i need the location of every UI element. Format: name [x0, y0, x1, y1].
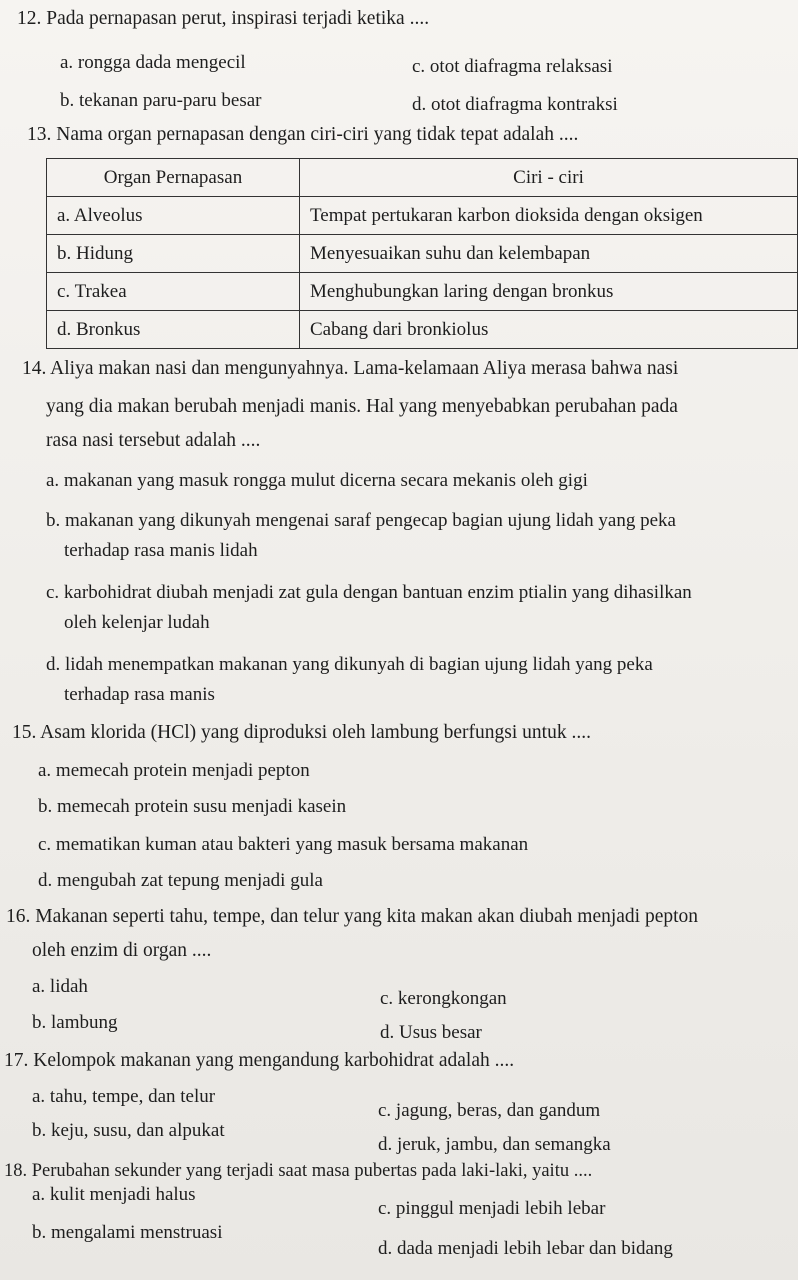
- q16-option-c: c. kerongkongan: [380, 988, 507, 1009]
- q18-option-d: d. dada menjadi lebih lebar dan bidang: [378, 1238, 673, 1259]
- table-cell-ciri: Menyesuaikan suhu dan kelembapan: [300, 235, 798, 273]
- q15-option-c: c. mematikan kuman atau bakteri yang masuk bersama makanan: [38, 834, 529, 855]
- question-17: 17. Kelompok makanan yang mengandung karbohidrat adalah ....: [4, 1050, 515, 1071]
- table-cell-organ: c. Trakea: [47, 273, 300, 311]
- q12-option-b: b. tekanan paru-paru besar: [60, 90, 262, 111]
- q14-option-a: a. makanan yang masuk rongga mulut dicerna secara mekanis oleh gigi: [46, 470, 588, 491]
- question-13: 13. Nama organ pernapasan dengan ciri-ciri yang tidak tepat adalah ....: [27, 124, 579, 145]
- table-row: [47, 235, 798, 273]
- question-16-line-2: oleh enzim di organ ....: [32, 940, 212, 961]
- table-row: [47, 273, 798, 311]
- table-row: [47, 311, 798, 349]
- q17-option-d: d. jeruk, jambu, dan semangka: [378, 1134, 611, 1155]
- question-14-line-3: rasa nasi tersebut adalah ....: [46, 430, 261, 451]
- q18-option-a: a. kulit menjadi halus: [32, 1184, 196, 1205]
- q14-option-d-line-2: terhadap rasa manis: [64, 684, 215, 705]
- q12-option-c: c. otot diafragma relaksasi: [412, 56, 613, 77]
- q18-option-c: c. pinggul menjadi lebih lebar: [378, 1198, 606, 1219]
- q14-option-c-line-1: c. karbohidrat diubah menjadi zat gula dengan bantuan enzim ptialin yang dihasilkan: [46, 582, 692, 603]
- q17-option-b: b. keju, susu, dan alpukat: [32, 1120, 225, 1141]
- table-header-ciri: Ciri - ciri: [300, 159, 798, 197]
- question-12: 12. Pada pernapasan perut, inspirasi terjadi ketika ....: [17, 8, 430, 29]
- q14-option-c-line-2: oleh kelenjar ludah: [64, 612, 210, 633]
- q17-option-c: c. jagung, beras, dan gandum: [378, 1100, 601, 1121]
- table-cell-organ: a. Alveolus: [47, 197, 300, 235]
- organ-table: [46, 158, 798, 349]
- question-15: 15. Asam klorida (HCl) yang diproduksi oleh lambung berfungsi untuk ....: [12, 722, 591, 743]
- question-14-line-1: 14. Aliya makan nasi dan mengunyahnya. Lama-kelamaan Aliya merasa bahwa nasi: [22, 358, 679, 379]
- q12-option-a: a. rongga dada mengecil: [60, 52, 246, 73]
- table-cell-ciri: Tempat pertukaran karbon dioksida dengan oksigen: [300, 197, 798, 235]
- table-header-organ: Organ Pernapasan: [47, 159, 300, 197]
- table-cell-ciri: Cabang dari bronkiolus: [300, 311, 798, 349]
- q14-option-d-line-1: d. lidah menempatkan makanan yang dikunyah di bagian ujung lidah yang peka: [46, 654, 653, 675]
- q16-option-a: a. lidah: [32, 976, 88, 997]
- table-row: [47, 197, 798, 235]
- table-cell-organ: b. Hidung: [47, 235, 300, 273]
- table-cell-organ: d. Bronkus: [47, 311, 300, 349]
- q14-option-b-line-1: b. makanan yang dikunyah mengenai saraf pengecap bagian ujung lidah yang peka: [46, 510, 676, 531]
- table-header-row: [47, 159, 798, 197]
- question-16-line-1: 16. Makanan seperti tahu, tempe, dan telur yang kita makan akan diubah menjadi pepton: [6, 906, 699, 927]
- q16-option-d: d. Usus besar: [380, 1022, 482, 1043]
- table-cell-ciri: Menghubungkan laring dengan bronkus: [300, 273, 798, 311]
- question-18: 18. Perubahan sekunder yang terjadi saat masa pubertas pada laki-laki, yaitu ....: [4, 1161, 593, 1181]
- q18-option-b: b. mengalami menstruasi: [32, 1222, 223, 1243]
- q15-option-b: b. memecah protein susu menjadi kasein: [38, 796, 347, 817]
- q15-option-d: d. mengubah zat tepung menjadi gula: [38, 870, 323, 891]
- q15-option-a: a. memecah protein menjadi pepton: [38, 760, 310, 781]
- q14-option-b-line-2: terhadap rasa manis lidah: [64, 540, 258, 561]
- q16-option-b: b. lambung: [32, 1012, 118, 1033]
- question-14-line-2: yang dia makan berubah menjadi manis. Hal yang menyebabkan perubahan pada: [46, 396, 678, 417]
- q17-option-a: a. tahu, tempe, dan telur: [32, 1086, 216, 1107]
- q12-option-d: d. otot diafragma kontraksi: [412, 94, 618, 115]
